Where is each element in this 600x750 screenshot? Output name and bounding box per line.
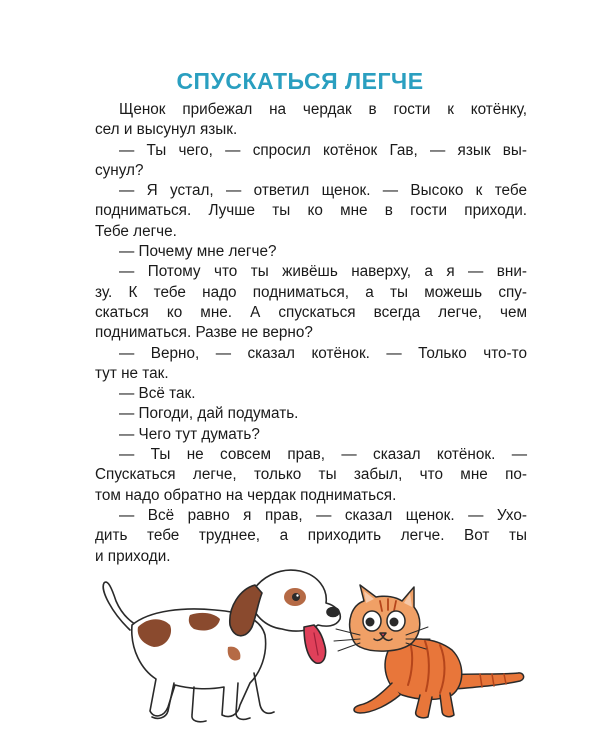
story-paragraph [95,262,527,343]
story-line: дить тебе труднее, а приходить легче. Вот ты [95,527,527,545]
story-paragraph [95,384,527,404]
story-line: Щенок прибежал на чердак в гости к котёнку, [119,101,527,118]
story-paragraph [95,242,527,262]
story-text [95,100,527,567]
story-paragraph [95,425,527,445]
story-paragraph [95,181,527,242]
story-line: Тебе легче. [95,222,177,240]
story-line: подниматься. Лучше ты ко мне в гости приходи. [95,202,527,220]
story-line: и приходи. [95,547,171,565]
puppy-drawing [103,570,340,722]
story-line: подниматься. Разве не верно? [95,324,313,342]
story-line: — Всё так. [119,385,196,403]
story-line: сунул? [95,161,144,179]
story-line: — Погоди, дай подумать. [119,405,299,423]
story-line: — Я устал, — ответил щенок. — Высоко к тебе [119,182,527,200]
puppy-and-kitten-illustration [90,555,540,735]
story-line: — Ты не совсем прав, — сказал котёнок. — [119,446,527,464]
story-paragraph [95,445,527,506]
story-line: — Ты чего, — спросил котёнок Гав, — язык вы- [119,141,527,159]
story-line: том надо обратно на чердак подниматься. [95,486,397,504]
story-line: — Всё равно я прав, — сказал щенок. — Ухо- [119,506,527,524]
story-line: — Почему мне легче? [119,243,277,261]
story-line: зу. К тебе надо подниматься, а ты можешь спу- [95,283,527,301]
story-paragraph [95,404,527,424]
story-line: — Чего тут думать? [119,425,260,443]
story-paragraph [95,344,527,385]
story-line: — Верно, — сказал котёнок. — Только что-то [119,344,527,362]
story-line: скаться ко мне. А спускаться всегда легче, чем [95,303,527,321]
story-paragraph [95,100,527,141]
kitten-drawing [334,585,524,718]
story-line: сел и высунул язык. [95,121,238,139]
story-line: — Потому что ты живёшь наверху, а я — вни- [119,263,527,281]
story-paragraph [95,141,527,182]
story-line: Спускаться легче, только ты забыл, что мне по- [95,466,527,484]
story-line: тут не так. [95,364,169,382]
page-title: СПУСКАТЬСЯ ЛЕГЧЕ [176,68,424,94]
